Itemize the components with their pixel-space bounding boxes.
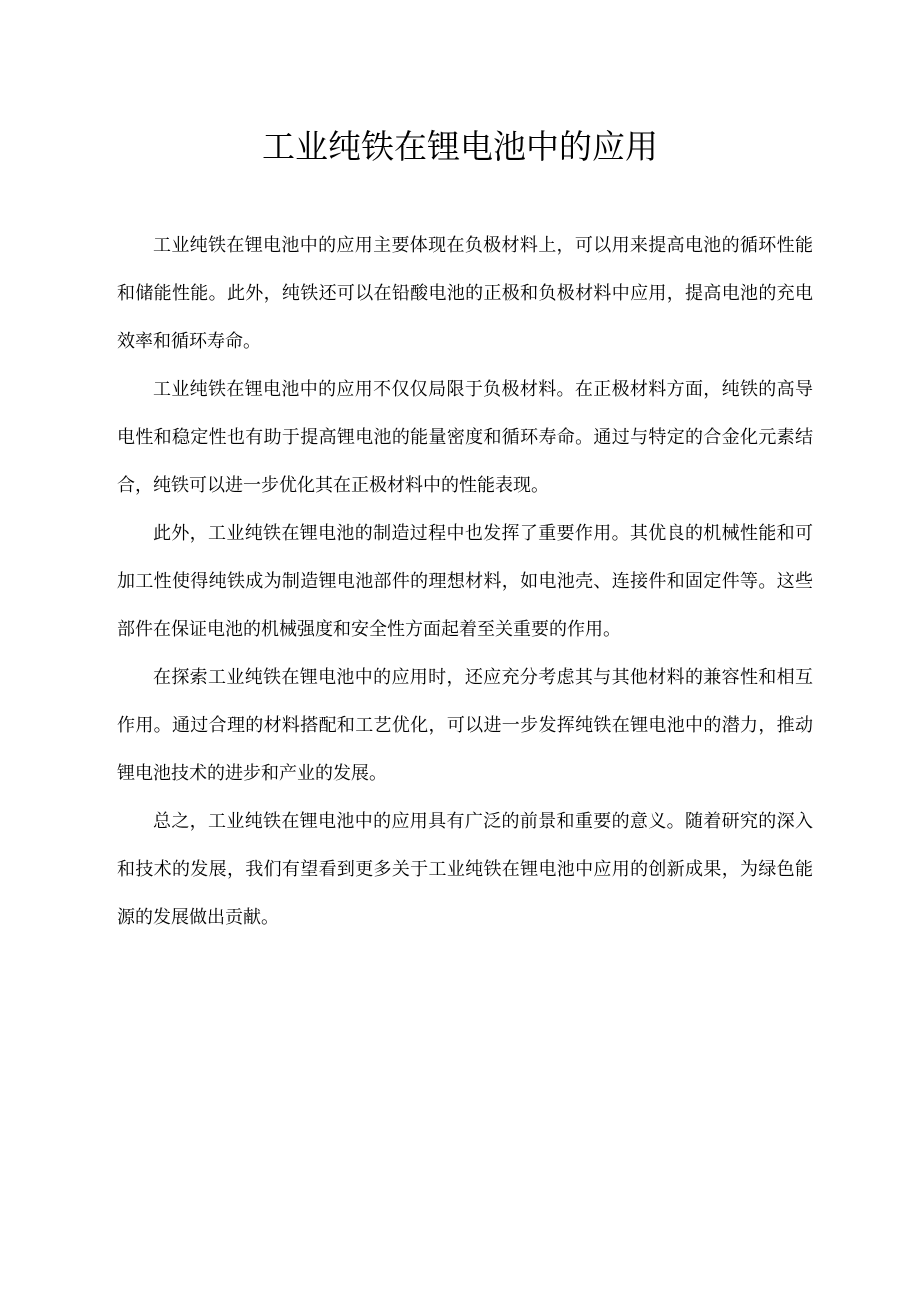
document-body <box>117 222 813 942</box>
paragraph: 工业纯铁在锂电池中的应用主要体现在负极材料上，可以用来提高电池的循环性能和储能性能。此外，纯铁还可以在铅酸电池的正极和负极材料中应用，提高电池的充电效率和循环寿命。 <box>117 235 813 352</box>
paragraph: 总之，工业纯铁在锂电池中的应用具有广泛的前景和重要的意义。随着研究的深入和技术的发展，我们有望看到更多关于工业纯铁在锂电池中应用的创新成果，为绿色能源的发展做出贡献。 <box>117 811 813 928</box>
paragraph: 此外，工业纯铁在锂电池的制造过程中也发挥了重要作用。其优良的机械性能和可加工性使得纯铁成为制造锂电池部件的理想材料，如电池壳、连接件和固定件等。这些部件在保证电池的机械强度和安全性方面起着至关重要的作用。 <box>117 523 813 640</box>
page-title: 工业纯铁在锂电池中的应用 <box>262 127 658 166</box>
paragraph: 在探索工业纯铁在锂电池中的应用时，还应充分考虑其与其他材料的兼容性和相互作用。通过合理的材料搭配和工艺优化，可以进一步发挥纯铁在锂电池中的潜力，推动锂电池技术的进步和产业的发展。 <box>117 667 813 784</box>
paragraph: 工业纯铁在锂电池中的应用不仅仅局限于负极材料。在正极材料方面，纯铁的高导电性和稳定性也有助于提高锂电池的能量密度和循环寿命。通过与特定的合金化元素结合，纯铁可以进一步优化其在正极材料中的性能表现。 <box>117 379 813 496</box>
